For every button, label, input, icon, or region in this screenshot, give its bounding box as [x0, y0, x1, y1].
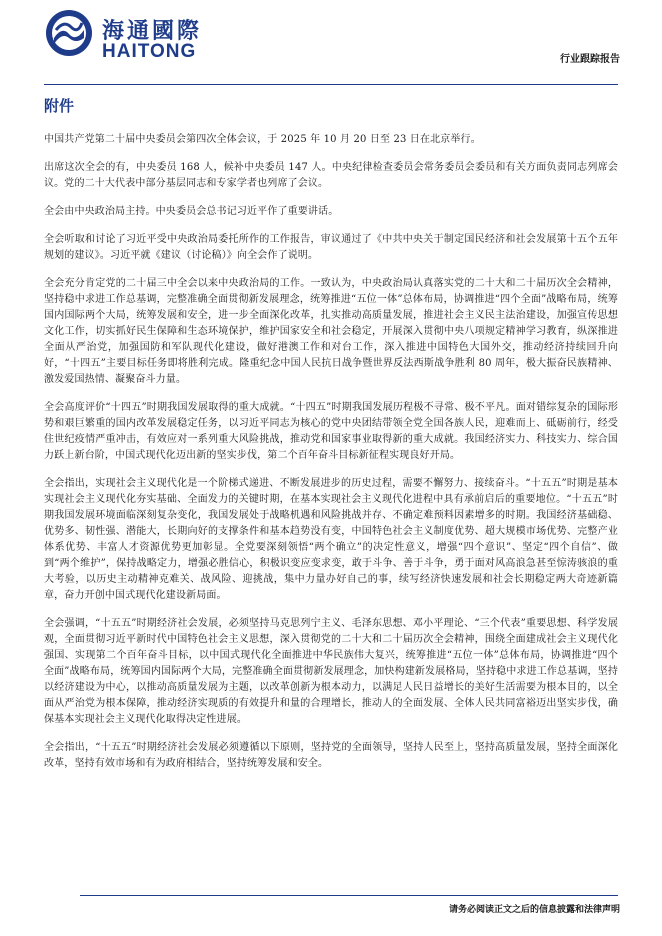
- haitong-logo: [44, 8, 214, 62]
- paragraph: 全会指出，“十五五”时期经济社会发展必须遵循以下原则，坚持党的全面领导，坚持人民至上，坚持高质量发展，坚持全面深化改革，坚持有效市场和有为政府相结合，坚持统筹发展和安全。: [44, 742, 618, 769]
- page-header: [0, 0, 662, 90]
- paragraph: 全会充分肯定党的二十届三中全会以来中央政治局的工作。一致认为，中央政治局认真落实党的二十大和二十届历次全会精神，坚持稳中求进工作总基调，完整准确全面贯彻新发展理念，统筹推进“五位一体”总体布局，协调推进“四个全面”战略布局，统筹国内国际两个大局，统筹发展和安全，进一步全面深化改革，扎实推动高质量发展，推进社会主义民主法治建设，加强宣传思想文化工作，切实抓好民生保障和生态环境保护，维护国家安全和社会稳定，开展深入贯彻中央八项规定精神学习教育，纵深推进全面从严治党，加强国防和军队现代化建设，做好港澳工作和对台工作，深入推进中国特色大国外交，推动经济持续回升向好，“十四五”主要目标任务即将胜利完成。隆重纪念中国人民抗日战争暨世界反法西斯战争胜利 80 周年，极大振奋民族精神、激发爱国热情、凝聚奋斗力量。: [44, 278, 618, 385]
- paragraph: 全会强调，“十五五”时期经济社会发展，必须坚持马克思列宁主义、毛泽东思想、邓小平理论、“三个代表”重要思想、科学发展观，全面贯彻习近平新时代中国特色社会主义思想，深入贯彻党的二十大和二十届历次全会精神，围绕全面建成社会主义现代化强国、实现第二个百年奋斗目标，以中国式现代化全面推进中华民族伟大复兴，统筹推进“五位一体”总体布局，协调推进“四个全面”战略布局，统筹国内国际两个大局，完整准确全面贯彻新发展理念，加快构建新发展格局，坚持稳中求进工作总基调，坚持以经济建设为中心，以推动高质量发展为主题，以改革创新为根本动力，以满足人民日益增长的美好生活需要为根本目的，以全面从严治党为根本保障，推动经济实现质的有效提升和量的合理增长，推动人的全面发展、全体人民共同富裕迈出坚实步伐，确保基本实现社会主义现代化取得决定性进展。: [44, 618, 618, 725]
- logo-chinese-text: 海通國際: [102, 19, 203, 44]
- paragraph: 全会听取和讨论了习近平受中央政治局委托所作的工作报告，审议通过了《中共中央关于制定国民经济和社会发展第十五个五年规划的建议》。习近平就《建议（讨论稿）》向全会作了说明。: [44, 234, 618, 261]
- section-title: 附件: [44, 97, 75, 115]
- paragraph: 出席这次全会的有，中央委员 168 人，候补中央委员 147 人。中央纪律检查委员会常务委员会委员和有关方面负责同志列席会议。党的二十大代表中部分基层同志和专家学者也列席了会议。: [44, 162, 618, 189]
- haitong-logo-icon: [44, 8, 94, 58]
- logo-english-text: HAITONG: [102, 41, 197, 62]
- report-type-label: 行业跟踪报告: [560, 54, 620, 65]
- footer-disclaimer: 请务必阅读正文之后的信息披露和法律声明: [448, 905, 620, 915]
- header-divider: [44, 84, 618, 85]
- paragraph: 全会高度评价“十四五”时期我国发展取得的重大成就。“十四五”时期我国发展历程极不寻常、极不平凡。面对错综复杂的国际形势和艰巨繁重的国内改革发展稳定任务，以习近平同志为核心的党中央团结带领全党全国各族人民，迎难而上、砥砺前行，经受住世纪疫情严重冲击，有效应对一系列重大风险挑战，推动党和国家事业取得新的重大成就。我国经济实力、科技实力、综合国力跃上新台阶，中国式现代化迈出新的坚实步伐，第二个百年奋斗目标新征程实现良好开局。: [44, 402, 618, 461]
- footer-divider: [80, 895, 618, 896]
- paragraph: 全会指出，实现社会主义现代化是一个阶梯式递进、不断发展进步的历史过程，需要不懈努力、接续奋斗。“十五五”时期是基本实现社会主义现代化夯实基础、全面发力的关键时期，在基本实现社会主义现代化进程中具有承前启后的重要地位。“十五五”时期我国发展环境面临深刻复杂变化，我国发展处于战略机遇和风险挑战并存、不确定难预料因素增多的时期。我国经济基础稳、优势多、韧性强、潜能大，长期向好的支撑条件和基本趋势没有变，中国特色社会主义制度优势、超大规模市场优势、完整产业体系优势、丰富人才资源优势更加彰显。全党要深刻领悟“两个确立”的决定性意义，增强“四个意识”、坚定“四个自信”、做到“两个维护”，保持战略定力，增强必胜信心，积极识变应变求变，敢于斗争、善于斗争，勇于面对风高浪急甚至惊涛骇浪的重大考验，以历史主动精神克难关、战风险、迎挑战，集中力量办好自己的事，续写经济快速发展和社会长期稳定两大奇迹新篇章，奋力开创中国式现代化建设新局面。: [44, 478, 618, 601]
- paragraph: 中国共产党第二十届中央委员会第四次全体会议，于 2025 年 10 月 20 日至 23 日在北京举行。: [44, 134, 481, 145]
- document-body: [44, 132, 618, 784]
- paragraph: 全会由中央政治局主持。中央委员会总书记习近平作了重要讲话。: [44, 206, 339, 217]
